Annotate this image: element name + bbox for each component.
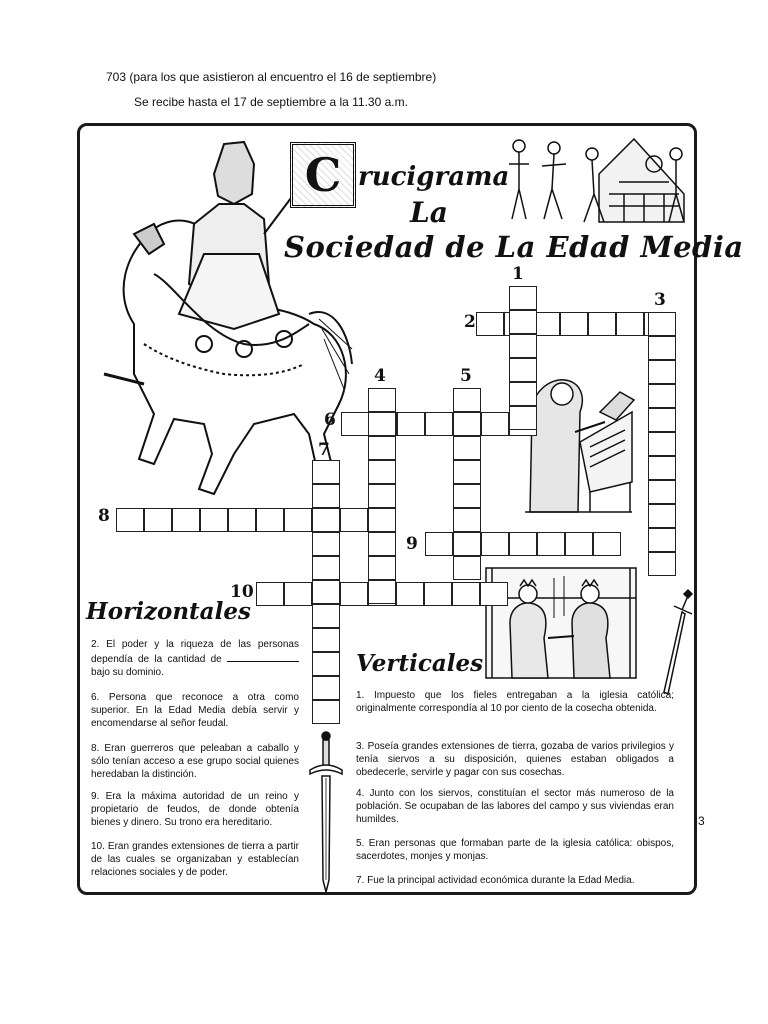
horizontales-heading: Horizontales: [86, 598, 251, 625]
crossword-cell-7-down[interactable]: [312, 676, 340, 700]
crossword-cell-3-down[interactable]: [648, 504, 676, 528]
crossword-cell-8-across[interactable]: [144, 508, 172, 532]
crossword-cell-6-across[interactable]: [369, 412, 397, 436]
crossword-cell-4-down[interactable]: [368, 580, 396, 604]
sword-icon: [660, 588, 694, 698]
crossword-cell-10-across[interactable]: [312, 582, 340, 606]
crossword-cell-7-down[interactable]: [312, 532, 340, 556]
crossword-cell-5-down[interactable]: [453, 460, 481, 484]
clue-number-5: 5: [460, 366, 472, 386]
crossword-cell-3-down[interactable]: [648, 456, 676, 480]
crossword-cell-10-across[interactable]: [424, 582, 452, 606]
crossword-cell-3-down[interactable]: [648, 408, 676, 432]
crossword-cell-6-across[interactable]: [425, 412, 453, 436]
crossword-cell-10-across[interactable]: [368, 582, 396, 606]
vertical-clue-3: 3. Poseía grandes extensiones de tierra, gozaba de varios privilegios y tenía siervos a su disposición, quienes estaban obligados a obedecerle, servirle y pagar con sus cosechas.: [356, 741, 674, 778]
crossword-cell-10-across[interactable]: [396, 582, 424, 606]
vertical-clue-5: 5. Eran personas que formaban parte de la iglesia católica: obispos, sacerdotes, monjes y monjas.: [356, 838, 674, 862]
crossword-cell-6-across[interactable]: [481, 412, 509, 436]
clue-number-6: 6: [324, 410, 336, 430]
crossword-cell-8-across[interactable]: [312, 508, 340, 532]
crossword-cell-3-down[interactable]: [648, 528, 676, 552]
crossword-cell-1-down[interactable]: [509, 334, 537, 358]
crossword-cell-8-across[interactable]: [284, 508, 312, 532]
header-line-1: 703 (para los que asistieron al encuentro el 16 de septiembre): [106, 70, 437, 84]
crossword-cell-8-across[interactable]: [116, 508, 144, 532]
crossword-cell-2-across[interactable]: [504, 312, 532, 336]
crossword-cell-4-down[interactable]: [368, 556, 396, 580]
crossword-cell-9-across[interactable]: [565, 532, 593, 556]
crossword-cell-9-across[interactable]: [509, 532, 537, 556]
vertical-clue-4: 4. Junto con los siervos, constituían el sector más numeroso de la población. Se ocupaban de las labores del campo y sus viviendas eran humildes.: [356, 788, 674, 825]
crossword-cell-2-across[interactable]: [476, 312, 504, 336]
crossword-cell-5-down[interactable]: [453, 388, 481, 412]
sword-icon: [308, 730, 344, 894]
crossword-cell-4-down[interactable]: [368, 508, 396, 532]
crossword-cell-2-across[interactable]: [616, 312, 644, 336]
crossword-cell-7-down[interactable]: [312, 604, 340, 628]
crossword-cell-3-down[interactable]: [648, 384, 676, 408]
royal-court-illustration: [482, 558, 640, 682]
crossword-cell-3-down[interactable]: [648, 552, 676, 576]
crossword-sheet: [77, 123, 744, 895]
crossword-cell-1-down[interactable]: [509, 286, 537, 310]
clue-number-9: 9: [406, 534, 418, 554]
workers-illustration: [504, 134, 694, 224]
title-line-3: Sociedad de La Edad Media: [284, 230, 744, 264]
crossword-cell-10-across[interactable]: [256, 582, 284, 606]
crossword-cell-1-down[interactable]: [509, 310, 537, 334]
clue-number-4: 4: [374, 366, 386, 386]
horizontal-clue-2: 2. El poder y la riqueza de las personas dependía de la cantidad de bajo su dominio.: [91, 639, 299, 678]
crossword-cell-3-down[interactable]: [648, 336, 676, 360]
horizontal-clue-10: 10. Eran grandes extensiones de tierra a partir de las cuales se organizaban y establecían relaciones sociales y de poder.: [91, 841, 299, 878]
clue-number-7: 7: [318, 440, 330, 460]
crossword-cell-4-down[interactable]: [368, 460, 396, 484]
clue-number-10: 10: [230, 582, 254, 602]
crossword-cell-4-down[interactable]: [368, 412, 396, 436]
crossword-cell-5-down[interactable]: [453, 484, 481, 508]
crossword-cell-2-across[interactable]: [588, 312, 616, 336]
crossword-cell-5-down[interactable]: [453, 556, 481, 580]
crossword-cell-4-down[interactable]: [368, 388, 396, 412]
crossword-cell-10-across[interactable]: [452, 582, 480, 606]
clue-number-8: 8: [98, 506, 110, 526]
header-line-2: Se recibe hasta el 17 de septiembre a la 11.30 a.m.: [134, 95, 408, 109]
crossword-cell-9-across[interactable]: [481, 532, 509, 556]
crossword-cell-8-across[interactable]: [200, 508, 228, 532]
clue-number-2: 2: [464, 312, 476, 332]
crossword-cell-4-down[interactable]: [368, 436, 396, 460]
crossword-cell-3-down[interactable]: [648, 360, 676, 384]
vertical-clue-7: 7. Fue la principal actividad económica durante la Edad Media.: [356, 875, 635, 886]
crossword-cell-8-across[interactable]: [256, 508, 284, 532]
crossword-cell-4-down[interactable]: [368, 532, 396, 556]
crossword-cell-9-across[interactable]: [593, 532, 621, 556]
crossword-cell-7-down[interactable]: [312, 628, 340, 652]
page-number: 3: [698, 814, 705, 828]
answer-blank: [227, 652, 299, 662]
clue-number-3: 3: [654, 290, 666, 310]
crossword-cell-10-across[interactable]: [284, 582, 312, 606]
crossword-cell-4-down[interactable]: [368, 484, 396, 508]
crossword-cell-6-across[interactable]: [453, 412, 481, 436]
crossword-cell-3-down[interactable]: [648, 480, 676, 504]
crossword-cell-9-across[interactable]: [537, 532, 565, 556]
crossword-cell-8-across[interactable]: [228, 508, 256, 532]
vertical-clue-1: 1. Impuesto que los fieles entregaban a la iglesia católica; originalmente correspondía al 10 por ciento de la cosecha obtenida.: [356, 690, 674, 714]
crossword-cell-8-across[interactable]: [340, 508, 368, 532]
crossword-cell-9-across[interactable]: [453, 532, 481, 556]
horizontal-clue-9: 9. Era la máxima autoridad de un reino y propietario de feudos, de donde obtenía bienes y dinero. Su trono era hereditario.: [91, 791, 299, 828]
crossword-cell-7-down[interactable]: [312, 700, 340, 724]
horizontal-clue-8: 8. Eran guerreros que peleaban a caballo y sólo tenían acceso a ese grupo social quienes heredaban la distinción.: [91, 743, 299, 780]
crossword-cell-2-across[interactable]: [560, 312, 588, 336]
crossword-cell-8-across[interactable]: [172, 508, 200, 532]
clue-number-1: 1: [512, 264, 524, 284]
title-initial: C: [290, 142, 356, 208]
crossword-cell-7-down[interactable]: [312, 580, 340, 604]
crossword-cell-6-across[interactable]: [397, 412, 425, 436]
crossword-cell-2-across[interactable]: [644, 312, 672, 336]
crossword-cell-2-across[interactable]: [532, 312, 560, 336]
crossword-cell-7-down[interactable]: [312, 556, 340, 580]
crossword-cell-5-down[interactable]: [453, 508, 481, 532]
crossword-cell-3-down[interactable]: [648, 432, 676, 456]
horizontal-clue-6: 6. Persona que reconoce a otra como superior. En la Edad Media debía servir y encomendarse al señor feudal.: [91, 692, 299, 729]
monk-illustration: [520, 372, 636, 520]
crossword-cell-9-across[interactable]: [425, 532, 453, 556]
crossword-cell-7-down[interactable]: [312, 652, 340, 676]
crossword-cell-3-down[interactable]: [648, 312, 676, 336]
verticales-heading: Verticales: [356, 650, 484, 677]
title-line-1: rucigrama: [358, 162, 510, 192]
crossword-cell-10-across[interactable]: [340, 582, 368, 606]
crossword-cell-5-down[interactable]: [453, 436, 481, 460]
title-line-2: La: [410, 196, 448, 229]
